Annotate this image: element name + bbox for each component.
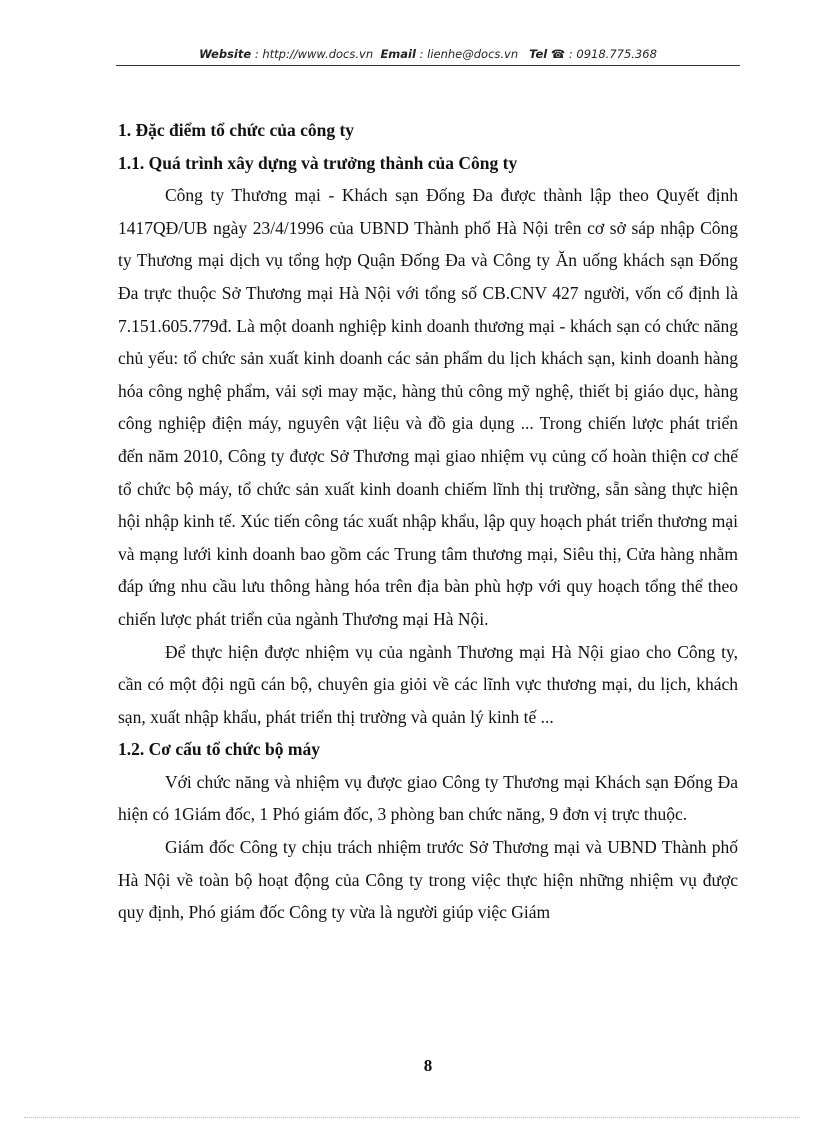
tel-label: Tel (529, 47, 548, 61)
tel-value: : 0918.775.368 (568, 47, 657, 61)
header-divider (116, 65, 740, 66)
page-bottom-divider (24, 1117, 800, 1118)
paragraph: Công ty Thương mại - Khách sạn Đống Đa được thành lập theo Quyết định 1417QĐ/UB ngày 23/4/1996 của UBND Thành phố Hà Nội trên cơ sở sáp nhập Công ty Thương mại dịch vụ tổng hợp Quận Đống Đa và Công ty Ăn uống khách sạn Đống Đa trực thuộc Sở Thương mại Hà Nội với tổng số CB.CNV 427 người, vốn cố định là 7.151.605.779đ. Là một doanh nghiệp kinh doanh thương mại - khách sạn có chức năng chủ yếu: tổ chức sản xuất kinh doanh các sản phẩm du lịch khách sạn, kinh doanh hàng hóa công nghệ phẩm, vải sợi may mặc, hàng thủ công mỹ nghệ, thiết bị giáo dục, hàng công nghiệp điện máy, nguyên vật liệu và đồ gia dụng ... Trong chiến lược phát triển đến năm 2010, Công ty được Sở Thương mại giao nhiệm vụ củng cố hoàn thiện cơ chế tổ chức bộ máy, tổ chức sản xuất kinh doanh chiếm lĩnh thị trường, sẵn sàng thực hiện hội nhập kinh tế. Xúc tiến công tác xuất nhập khẩu, lập quy hoạch phát triển thương mại và mạng lưới kinh doanh bao gồm các Trung tâm thương mại, Siêu thị, Cửa hàng nhằm đáp ứng nhu cầu lưu thông hàng hóa trên địa bàn phù hợp với quy hoạch tổng thể theo chiến lược phát triển của ngành Thương mại Hà Nội. (118, 185, 738, 629)
paragraph: Với chức năng và nhiệm vụ được giao Công ty Thương mại Khách sạn Đống Đa hiện có 1Giám đốc, 1 Phó giám đốc, 3 phòng ban chức năng, 9 đơn vị trực thuộc. (118, 771, 738, 825)
page-header (116, 47, 740, 61)
email-label: Email (380, 47, 416, 61)
page-number: 8 (423, 1056, 433, 1075)
email-link[interactable]: lienhe@docs.vn (427, 47, 519, 61)
phone-icon: ☎ (550, 47, 566, 61)
paragraph: Giám đốc Công ty chịu trách nhiệm trước Sở Thương mại và UBND Thành phố Hà Nội về toàn bộ hoạt động của Công ty trong việc thực hiện những nhiệm vụ được quy định, Phó giám đốc Công ty vừa là người giúp việc Giám (118, 837, 738, 923)
email-separator: : (415, 47, 428, 61)
website-label: Website (199, 47, 252, 61)
paragraph: Để thực hiện được nhiệm vụ của ngành Thương mại Hà Nội giao cho Công ty, cần có một đội ngũ cán bộ, chuyên gia giỏi về các lĩnh vực thương mại, du lịch, khách sạn, xuất nhập khẩu, phát triển thị trường và quản lý kinh tế ... (118, 641, 738, 727)
website-link[interactable]: http://www.docs.vn (262, 47, 374, 61)
website-separator: : (251, 47, 263, 61)
subsection-heading-1-2: 1.2. Cơ cấu tổ chức bộ máy (118, 739, 320, 760)
document-body (118, 114, 738, 929)
subsection-heading-1-1: 1.1. Quá trình xây dựng và trưởng thành của Công ty (118, 152, 518, 173)
section-heading: 1. Đặc điểm tổ chức của công ty (118, 120, 355, 140)
